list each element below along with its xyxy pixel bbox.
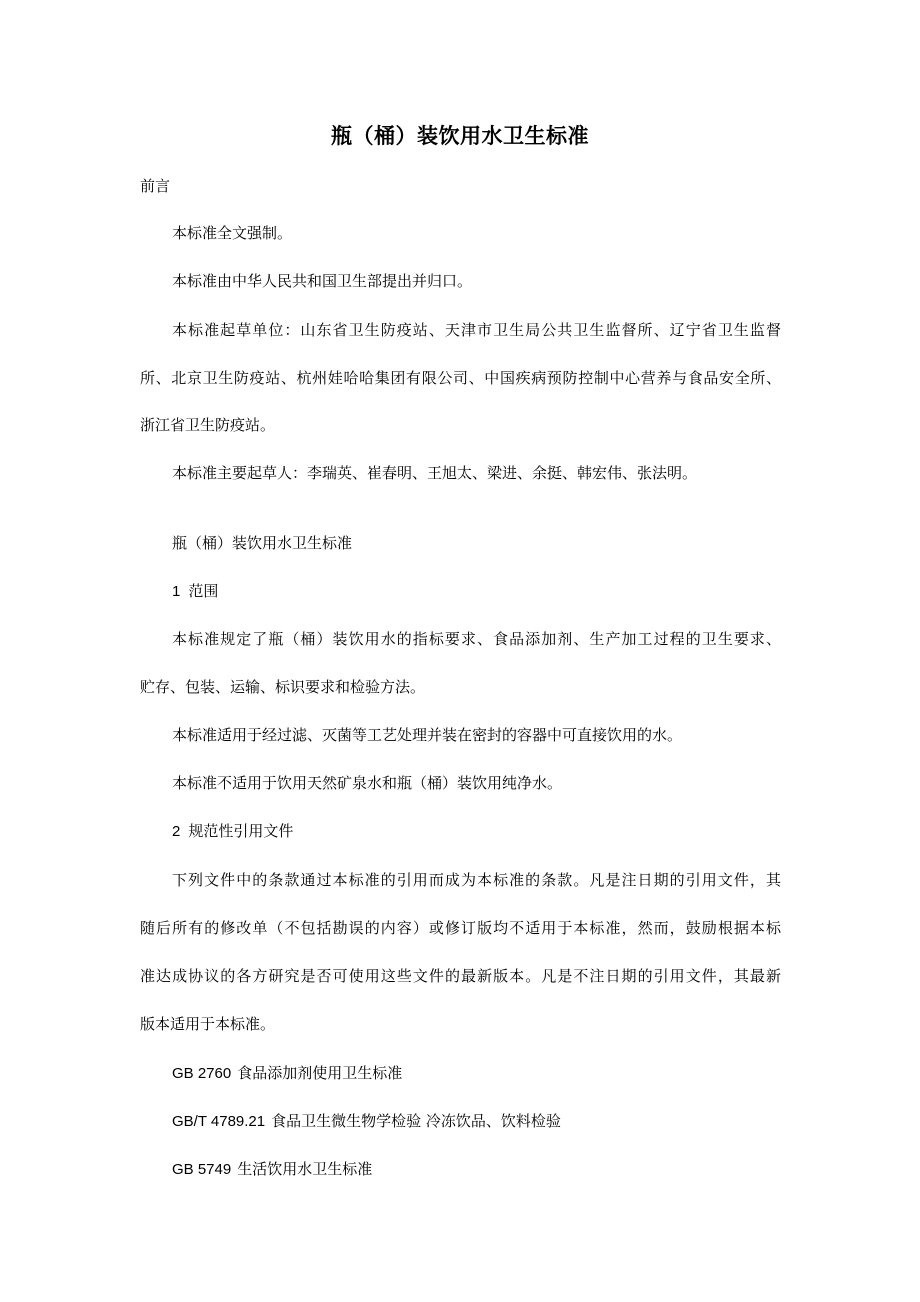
- reference-code: GB 5749: [172, 1161, 232, 1178]
- document-subtitle: 瓶（桶）装饮用水卫生标准: [172, 534, 353, 552]
- section-2-number: 2: [172, 823, 181, 840]
- section-2-paragraph-line-2: 随后所有的修改单（不包括勘误的内容）或修订版均不适用于本标准，然而，鼓励根据本标: [140, 919, 781, 937]
- reference-code: GB/T 4789.21: [172, 1113, 266, 1130]
- section-2-title: 规范性引用文件: [188, 822, 294, 840]
- foreword-paragraph-2: 本标准由中华人民共和国卫生部提出并归口。: [172, 272, 473, 290]
- foreword-paragraph-1: 本标准全文强制。: [172, 224, 293, 242]
- reference-item: [172, 1062, 402, 1085]
- reference-item: [172, 1110, 561, 1133]
- section-1-heading: [172, 580, 218, 603]
- section-2-heading: [172, 820, 293, 843]
- section-1-paragraph-1-line-1: 本标准规定了瓶（桶）装饮用水的指标要求、食品添加剂、生产加工过程的卫生要求、: [172, 630, 781, 648]
- section-2-paragraph-line-3: 准达成协议的各方研究是否可使用这些文件的最新版本。凡是不注日期的引用文件，其最新: [140, 967, 781, 985]
- reference-name: 生活饮用水卫生标准: [237, 1160, 373, 1178]
- reference-name: 食品卫生微生物学检验 冷冻饮品、饮料检验: [271, 1112, 561, 1130]
- section-1-number: 1: [172, 583, 181, 600]
- section-1-paragraph-2: 本标准适用于经过滤、灭菌等工艺处理并装在密封的容器中可直接饮用的水。: [172, 726, 683, 744]
- reference-item: [172, 1158, 372, 1181]
- section-2-paragraph-line-1: 下列文件中的条款通过本标准的引用而成为本标准的条款。凡是注日期的引用文件，其: [172, 871, 781, 889]
- foreword-heading: 前言: [140, 177, 171, 195]
- section-1-title: 范围: [188, 582, 219, 600]
- foreword-paragraph-3-line-2: 所、北京卫生防疫站、杭州娃哈哈集团有限公司、中国疾病预防控制中心营养与食品安全所、: [140, 369, 781, 387]
- section-1-paragraph-1-line-2: 贮存、包装、运输、标识要求和检验方法。: [140, 678, 426, 696]
- reference-code: GB 2760: [172, 1065, 232, 1082]
- foreword-paragraph-3-line-3: 浙江省卫生防疫站。: [140, 416, 276, 434]
- reference-name: 食品添加剂使用卫生标准: [237, 1064, 403, 1082]
- section-2-paragraph-line-4: 版本适用于本标准。: [140, 1015, 276, 1033]
- foreword-paragraph-3-line-1: 本标准起草单位：山东省卫生防疫站、天津市卫生局公共卫生监督所、辽宁省卫生监督: [172, 321, 781, 339]
- foreword-paragraph-4: 本标准主要起草人：李瑞英、崔春明、王旭太、梁进、余挺、韩宏伟、张法明。: [172, 464, 698, 482]
- section-1-paragraph-3: 本标准不适用于饮用天然矿泉水和瓶（桶）装饮用纯净水。: [172, 774, 563, 792]
- document-title: 瓶（桶）装饮用水卫生标准: [331, 123, 589, 148]
